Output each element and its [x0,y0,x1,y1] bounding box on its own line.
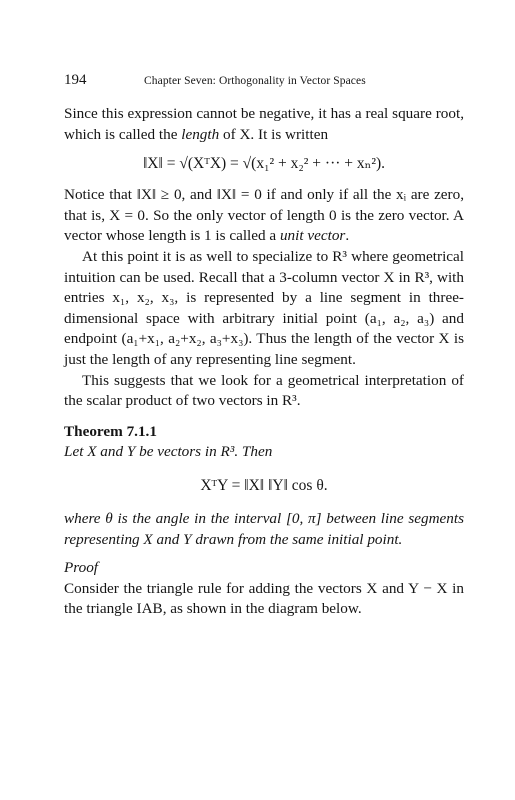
theorem-title: Theorem 7.1.1 [64,422,157,440]
p1-text-end: of X. It is written [219,125,329,143]
paragraph-unit-vector [64,185,464,247]
term-unit-vector: unit vector [279,227,346,245]
theorem-formula-text: XᵀY = ‖X‖ ‖Y‖ cos θ. [200,476,328,494]
paragraph-length-intro [64,104,464,145]
page-number: 194 [64,72,87,88]
running-head: Chapter Seven: Orthogonality in Vector Spaces [144,75,366,87]
spacer [64,94,464,104]
spacer [64,412,464,422]
proof-label [64,558,464,579]
term-length: length [181,125,220,143]
theorem-condition: where θ is the angle in the interval [0, π] between line segments representing X and Y drawn from the same initial point. [64,509,464,548]
proof-label-text: Proof [64,559,99,577]
spacer [64,550,464,558]
p2-text: Notice that ‖X‖ ≥ 0, and ‖X‖ = 0 if and only if all the xᵢ are zero, that is, X = 0. So the only vector of length 0 is the zero vector. A vector whose length is 1 is called a [64,186,464,245]
theorem-formula [64,475,464,497]
p2-text-end: . [345,227,350,245]
page-header [64,72,464,94]
paragraph-geometric: This suggests that we look for a geometrical interpretation of the scalar product of two vectors in R³. [64,371,464,410]
paragraph-r3: At this point it is as well to specialize to R³ where geometrical intuition can be used. Recall that a 3-column vector X in R³, with entries x₁, x₂, x₃, is represented by a line segment in three-dimensional space with arbitrary initial point (a₁, a₂, a₃) and endpoint (a₁+x₁, a₂+x₂, a₃+x₃). Thus the length of the vector X is just the length of any representing line segment. [64,247,464,368]
proof-text: Consider the triangle rule for adding the vectors X and Y − X in the triangle IAB, as shown in the diagram below. [64,579,464,618]
equation-length [64,153,464,175]
theorem-statement: Let X and Y be vectors in R³. Then [64,443,273,461]
book-page [64,72,464,620]
p1-text: Since this expression cannot be negative, it has a real square root, which is called the [64,105,464,143]
equation-length-text: ‖X‖ = √(XᵀX) = √(x₁² + x₂² + ··· + xₙ²). [142,155,386,173]
